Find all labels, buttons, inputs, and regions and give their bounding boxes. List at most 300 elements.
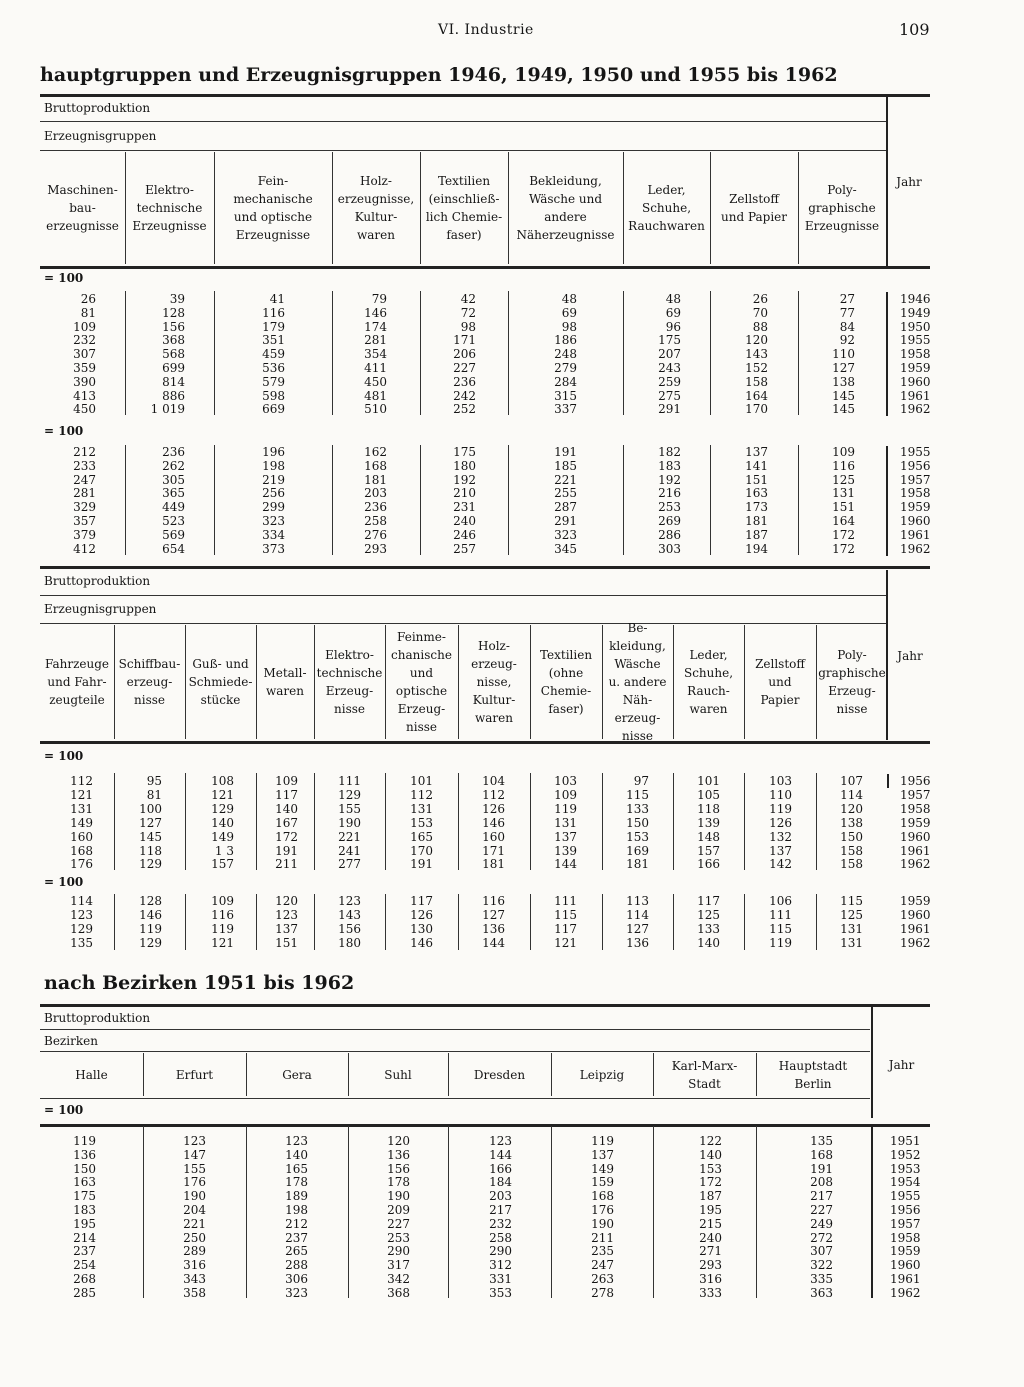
- table-cell: 115: [840, 894, 863, 908]
- table-cell: 181: [364, 472, 387, 487]
- table-cell: 190: [338, 815, 361, 830]
- table-cell: 166: [489, 1161, 512, 1176]
- table-cell: 108: [211, 774, 234, 788]
- table-cell: 95: [146, 774, 162, 788]
- column-header-label: Leipzig: [579, 1067, 625, 1082]
- table-cell: 120: [745, 333, 768, 348]
- column-header-label: Poly- graphische Erzeug- nisse: [818, 648, 886, 716]
- table-cell: 172: [832, 541, 855, 556]
- table-cell: 227: [810, 1203, 833, 1217]
- table-cell: 252: [453, 402, 476, 417]
- table-cell: 123: [183, 1134, 206, 1148]
- table-cell: 129: [70, 921, 93, 936]
- column-header: [623, 152, 710, 264]
- table-cell: 88: [752, 319, 768, 334]
- table-cell: 390: [73, 374, 96, 389]
- table-cell: 450: [73, 402, 96, 417]
- table-cell: 96: [665, 319, 681, 334]
- table-cell: 112: [410, 787, 433, 802]
- table-cell: 206: [453, 347, 476, 362]
- column-divider: [114, 894, 115, 950]
- column-header-label: Zellstoff und Papier: [755, 657, 805, 707]
- year-cell: 1956: [890, 1203, 921, 1217]
- column-header: [185, 625, 256, 739]
- column-divider: [114, 773, 115, 870]
- table-cell: 103: [769, 774, 792, 788]
- table-cell: 168: [810, 1147, 833, 1162]
- base-year-label: = 100: [44, 749, 84, 763]
- table-cell: 249: [810, 1216, 833, 1231]
- table-cell: 136: [482, 921, 505, 936]
- table-cell: 157: [211, 857, 234, 872]
- table-cell: 146: [364, 305, 387, 320]
- table-cell: 27: [839, 292, 855, 306]
- column-header: [256, 625, 314, 739]
- rule-line: [40, 1124, 930, 1127]
- table-cell: 117: [410, 894, 433, 908]
- base-year-label: = 100: [44, 424, 84, 438]
- table-cell: 181: [482, 857, 505, 872]
- table-cell: 156: [338, 921, 361, 936]
- table-cell: 92: [839, 333, 855, 348]
- table-cell: 268: [73, 1272, 96, 1286]
- table-cell: 459: [262, 347, 285, 362]
- table-cell: 160: [482, 829, 505, 844]
- table-cell: 138: [840, 815, 863, 830]
- bruttoproduktion-label: Bruttoproduktion: [44, 1011, 151, 1025]
- table-cell: 654: [162, 541, 185, 556]
- table-cell: 242: [453, 388, 476, 403]
- table-cell: 140: [697, 935, 720, 950]
- column-header: [530, 625, 602, 739]
- table-cell: 241: [338, 843, 361, 858]
- table-cell: 131: [410, 801, 433, 816]
- column-divider: [623, 445, 624, 555]
- year-cell: 1961: [890, 1272, 921, 1286]
- bruttoproduktion-label: Bruttoproduktion: [44, 101, 151, 115]
- column-header-label: Maschinen- bau- erzeugnisse: [46, 183, 119, 233]
- jahr-header: [873, 1050, 930, 1080]
- table-cell: 145: [139, 829, 162, 844]
- table-cell: 121: [554, 935, 577, 950]
- rule-line: [40, 1051, 870, 1052]
- year-cell: 1960: [900, 829, 931, 844]
- table-cell: 114: [840, 787, 863, 802]
- table-cell: 195: [73, 1216, 96, 1231]
- column-divider: [246, 1126, 247, 1298]
- table-cell: 214: [73, 1230, 96, 1245]
- jahr-header: [890, 640, 930, 672]
- table-cell: 110: [832, 347, 855, 362]
- jahr-header-label: Jahr: [896, 175, 922, 189]
- table-cell: 136: [73, 1147, 96, 1162]
- table-cell: 183: [658, 458, 681, 473]
- column-header-label: Bekleidung, Wäsche und andere Näherzeugnisse: [516, 174, 615, 242]
- column-header-label: Holz- erzeug- nisse, Kultur- waren: [471, 639, 517, 725]
- column-header-label: Textilien (ohne Chemie- faser): [539, 648, 593, 716]
- table-cell: 125: [840, 907, 863, 922]
- table-cell: 568: [162, 347, 185, 362]
- table-cell: 153: [699, 1161, 722, 1176]
- table-cell: 164: [832, 514, 855, 528]
- table-cell: 269: [658, 514, 681, 528]
- table-cell: 144: [489, 1147, 512, 1162]
- table-cell: 181: [626, 857, 649, 872]
- table-cell: 98: [561, 319, 577, 334]
- table-cell: 287: [554, 500, 577, 515]
- column-divider: [602, 894, 603, 950]
- column-header: [710, 152, 798, 264]
- table-cell: 112: [70, 774, 93, 788]
- table-cell: 160: [70, 829, 93, 844]
- table-cell: 368: [162, 333, 185, 348]
- table-cell: 109: [275, 774, 298, 788]
- column-header: [143, 1053, 246, 1096]
- table-cell: 699: [162, 361, 185, 375]
- table-cell: 116: [262, 305, 285, 320]
- table-cell: 176: [591, 1203, 614, 1217]
- table-cell: 178: [285, 1175, 308, 1190]
- table-cell: 172: [699, 1175, 722, 1190]
- table-cell: 257: [453, 541, 476, 556]
- table-cell: 187: [699, 1189, 722, 1204]
- table-cell: 258: [489, 1230, 512, 1245]
- column-divider: [214, 445, 215, 555]
- year-cell: 1960: [900, 374, 931, 389]
- table-cell: 247: [73, 472, 96, 487]
- column-divider: [530, 773, 531, 870]
- table-cell: 167: [275, 815, 298, 830]
- table-cell: 115: [626, 787, 649, 802]
- year-cell: 1960: [890, 1258, 921, 1273]
- table-cell: 184: [489, 1175, 512, 1190]
- table-cell: 114: [70, 894, 93, 908]
- table-cell: 290: [387, 1244, 410, 1259]
- column-header: [458, 625, 530, 739]
- table-cell: 669: [262, 402, 285, 417]
- table-cell: 141: [745, 458, 768, 473]
- table-cell: 109: [832, 445, 855, 459]
- column-divider: [871, 1126, 873, 1298]
- column-divider: [448, 1126, 449, 1298]
- table-cell: 236: [162, 445, 185, 459]
- table-cell: 122: [699, 1134, 722, 1148]
- table-cell: 190: [183, 1189, 206, 1204]
- column-header-label: Zellstoff und Papier: [721, 192, 787, 224]
- table-cell: 129: [338, 787, 361, 802]
- table-cell: 111: [338, 774, 361, 788]
- column-header-label: Gera: [282, 1067, 312, 1082]
- year-cell: 1954: [890, 1175, 921, 1190]
- table-cell: 101: [410, 774, 433, 788]
- table-cell: 217: [489, 1203, 512, 1217]
- table-cell: 215: [699, 1216, 722, 1231]
- table-cell: 168: [70, 843, 93, 858]
- table-cell: 250: [183, 1230, 206, 1245]
- table-cell: 278: [591, 1285, 614, 1300]
- table-cell: 271: [699, 1244, 722, 1259]
- year-cell: 1959: [900, 894, 931, 908]
- table-cell: 41: [269, 292, 285, 306]
- table-cell: 129: [211, 801, 234, 816]
- table-cell: 323: [285, 1285, 308, 1300]
- table-cell: 353: [489, 1285, 512, 1300]
- table-cell: 153: [626, 829, 649, 844]
- table-cell: 155: [338, 801, 361, 816]
- table-cell: 131: [832, 486, 855, 501]
- table-cell: 133: [626, 801, 649, 816]
- column-divider: [458, 773, 459, 870]
- column-divider: [887, 774, 889, 788]
- table-cell: 210: [453, 486, 476, 501]
- table-cell: 246: [453, 527, 476, 542]
- table-cell: 111: [554, 894, 577, 908]
- table-cell: 125: [832, 472, 855, 487]
- table-cell: 243: [658, 361, 681, 375]
- table-cell: 183: [73, 1203, 96, 1217]
- column-divider: [458, 894, 459, 950]
- column-header: [348, 1053, 448, 1096]
- rule-line: [40, 623, 886, 624]
- bruttoproduktion-label: Bruttoproduktion: [44, 574, 151, 588]
- column-divider: [256, 773, 257, 870]
- table-cell: 121: [70, 787, 93, 802]
- table-cell: 48: [665, 292, 681, 306]
- year-cell: 1958: [890, 1230, 921, 1245]
- table-cell: 168: [591, 1189, 614, 1204]
- year-cell: 1951: [890, 1134, 921, 1148]
- year-cell: 1946: [900, 292, 931, 306]
- table-cell: 139: [554, 843, 577, 858]
- column-divider: [673, 773, 674, 870]
- year-cell: 1959: [900, 361, 931, 375]
- table-cell: 290: [489, 1244, 512, 1259]
- table-cell: 272: [810, 1230, 833, 1245]
- table-cell: 299: [262, 500, 285, 515]
- table-cell: 79: [371, 292, 387, 306]
- table-cell: 137: [745, 445, 768, 459]
- rule-line: [40, 1004, 930, 1007]
- table-cell: 357: [73, 514, 96, 528]
- table-cell: 117: [697, 894, 720, 908]
- table-cell: 121: [211, 787, 234, 802]
- table-cell: 157: [697, 843, 720, 858]
- table-cell: 307: [73, 347, 96, 362]
- table-cell: 144: [554, 857, 577, 872]
- table-cell: 72: [460, 305, 476, 320]
- table-cell: 173: [745, 500, 768, 515]
- column-header: [125, 152, 214, 264]
- table-cell: 276: [364, 527, 387, 542]
- table-cell: 48: [561, 292, 577, 306]
- column-divider: [314, 894, 315, 950]
- table-cell: 146: [139, 907, 162, 922]
- year-cell: 1961: [900, 843, 931, 858]
- table-cell: 69: [665, 305, 681, 320]
- column-divider: [551, 1126, 552, 1298]
- table-cell: 112: [482, 787, 505, 802]
- column-header-label: Schiffbau- erzeug- nisse: [118, 657, 181, 707]
- jahr-header-label: Jahr: [897, 649, 923, 663]
- table-cell: 253: [658, 500, 681, 515]
- table-cell: 307: [810, 1244, 833, 1259]
- column-header: [40, 625, 114, 739]
- column-divider: [332, 445, 333, 555]
- table-cell: 189: [285, 1189, 308, 1204]
- table-cell: 204: [183, 1203, 206, 1217]
- rule-line: [40, 595, 886, 596]
- table-cell: 150: [626, 815, 649, 830]
- table-cell: 191: [410, 857, 433, 872]
- table-cell: 119: [769, 935, 792, 950]
- column-divider: [710, 291, 711, 415]
- table-cell: 331: [489, 1272, 512, 1286]
- table-cell: 237: [285, 1230, 308, 1245]
- table-cell: 81: [146, 787, 162, 802]
- table-cell: 127: [832, 361, 855, 375]
- column-header: [508, 152, 623, 264]
- column-header: [214, 152, 332, 264]
- table-cell: 191: [810, 1161, 833, 1176]
- table-cell: 39: [169, 292, 185, 306]
- table-cell: 253: [387, 1230, 410, 1245]
- table-cell: 152: [745, 361, 768, 375]
- table-cell: 119: [591, 1134, 614, 1148]
- table-cell: 153: [410, 815, 433, 830]
- column-header: [40, 152, 125, 264]
- table-cell: 143: [338, 907, 361, 922]
- table-cell: 208: [810, 1175, 833, 1190]
- table-cell: 105: [697, 787, 720, 802]
- column-header-label: Elektro- technische Erzeugnisse: [132, 183, 207, 233]
- column-divider: [125, 445, 126, 555]
- column-divider: [508, 445, 509, 555]
- column-header-label: Feinme- chanische und optische Erzeug- nisse: [391, 630, 452, 734]
- table-cell: 334: [262, 527, 285, 542]
- table-cell: 138: [832, 374, 855, 389]
- table-cell: 413: [73, 388, 96, 403]
- column-divider: [710, 445, 711, 555]
- column-header: [798, 152, 886, 264]
- table-cell: 176: [70, 857, 93, 872]
- year-cell: 1962: [900, 541, 931, 556]
- table-cell: 164: [745, 388, 768, 403]
- table-cell: 291: [658, 402, 681, 417]
- table-cell: 158: [840, 843, 863, 858]
- table-cell: 190: [387, 1189, 410, 1204]
- table-cell: 179: [262, 319, 285, 334]
- table-cell: 129: [139, 857, 162, 872]
- column-header: [816, 625, 888, 739]
- table-cell: 289: [183, 1244, 206, 1259]
- table-cell: 169: [626, 843, 649, 858]
- year-cell: 1961: [900, 388, 931, 403]
- table-cell: 149: [70, 815, 93, 830]
- table-cell: 139: [697, 815, 720, 830]
- table-cell: 412: [73, 541, 96, 556]
- table-cell: 365: [162, 486, 185, 501]
- table-cell: 254: [73, 1258, 96, 1273]
- table-cell: 235: [591, 1244, 614, 1259]
- jahr-header: [888, 166, 930, 198]
- column-divider: [314, 773, 315, 870]
- year-cell: 1962: [890, 1285, 921, 1300]
- column-divider: [673, 894, 674, 950]
- table-cell: 227: [453, 361, 476, 375]
- table-cell: 158: [840, 857, 863, 872]
- table-cell: 151: [275, 935, 298, 950]
- table-cell: 322: [810, 1258, 833, 1273]
- table-cell: 26: [80, 292, 96, 306]
- table-cell: 209: [387, 1203, 410, 1217]
- table-cell: 103: [554, 774, 577, 788]
- table-cell: 69: [561, 305, 577, 320]
- table-cell: 127: [626, 921, 649, 936]
- rule-line: [40, 121, 886, 122]
- table-cell: 195: [699, 1203, 722, 1217]
- table-cell: 119: [211, 921, 234, 936]
- table-cell: 149: [591, 1161, 614, 1176]
- table-cell: 182: [658, 445, 681, 459]
- table-cell: 131: [554, 815, 577, 830]
- column-divider: [125, 291, 126, 415]
- table-cell: 510: [364, 402, 387, 417]
- table-cell: 123: [338, 894, 361, 908]
- year-cell: 1962: [900, 402, 931, 417]
- table-cell: 135: [810, 1134, 833, 1148]
- table-cell: 598: [262, 388, 285, 403]
- year-cell: 1957: [900, 787, 931, 802]
- column-header: [332, 152, 420, 264]
- rule-line: [40, 266, 930, 269]
- year-cell: 1960: [900, 514, 931, 528]
- table-cell: 116: [482, 894, 505, 908]
- table-cell: 156: [387, 1161, 410, 1176]
- table-cell: 81: [80, 305, 96, 320]
- table-cell: 579: [262, 374, 285, 389]
- table-cell: 170: [410, 843, 433, 858]
- column-header-label: Suhl: [384, 1067, 412, 1082]
- table-cell: 125: [697, 907, 720, 922]
- table-cell: 119: [139, 921, 162, 936]
- year-cell: 1962: [900, 857, 931, 872]
- table-cell: 155: [183, 1161, 206, 1176]
- table-cell: 191: [554, 445, 577, 459]
- table-cell: 116: [211, 907, 234, 922]
- table-cell: 1 3: [214, 843, 234, 858]
- table-cell: 127: [482, 907, 505, 922]
- table-cell: 536: [262, 361, 285, 375]
- table-cell: 131: [70, 801, 93, 816]
- table-cell: 379: [73, 527, 96, 542]
- table-cell: 449: [162, 500, 185, 515]
- table-cell: 232: [489, 1216, 512, 1231]
- table-cell: 136: [626, 935, 649, 950]
- bezirke-label: Bezirken: [44, 1034, 98, 1048]
- column-divider: [385, 894, 386, 950]
- table-cell: 140: [285, 1147, 308, 1162]
- table-cell: 97: [633, 774, 649, 788]
- table-cell: 151: [745, 472, 768, 487]
- table-cell: 240: [453, 514, 476, 528]
- table-cell: 450: [364, 374, 387, 389]
- column-divider: [214, 291, 215, 415]
- table-cell: 305: [162, 472, 185, 487]
- column-header: [420, 152, 508, 264]
- table-cell: 315: [554, 388, 577, 403]
- table-cell: 130: [410, 921, 433, 936]
- table-cell: 142: [769, 857, 792, 872]
